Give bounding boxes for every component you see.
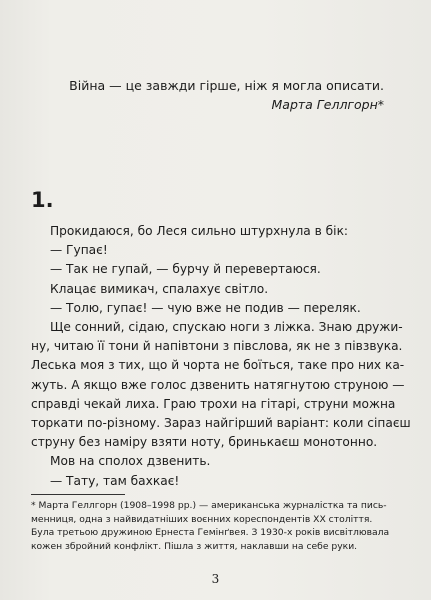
body-line: жуть. А якщо вже голос дзвенить натягнутою струною — <box>31 377 405 392</box>
chapter-body <box>31 222 411 491</box>
chapter-number: 1. <box>31 188 54 212</box>
footnote <box>31 499 401 553</box>
body-line: — Тату, там бахкає! <box>50 473 180 488</box>
page-number: 3 <box>211 572 220 586</box>
footnote-line: кожен збройний конфлікт. Пішла з життя, наклавши на себе руки. <box>31 540 358 552</box>
epigraph-author: Марта Геллгорн* <box>271 97 384 112</box>
body-line: Ще сонний, сідаю, спускаю ноги з ліжка. Знаю дружи- <box>50 320 403 335</box>
footnote-divider <box>31 494 125 495</box>
footnote-line: * Марта Геллгорн (1908–1998 рр.) — американська журналістка та пись- <box>31 500 387 511</box>
body-line: — Так не гупай, — бурчу й перевертаюся. <box>50 262 321 277</box>
epigraph-quote: Війна — це завжди гірше, ніж я могла описати. <box>69 78 384 93</box>
body-line: Прокидаюся, бо Леся сильно штурхнула в бік: <box>50 224 349 238</box>
footnote-line: Була третьою дружиною Ернеста Гемінґвея. З 1930-х років висвітлювала <box>31 527 390 539</box>
body-line: — Толю, гупає! — чую вже не подив — переляк. <box>50 300 361 315</box>
body-line: струну без наміру взяти ноту, бринькаєш монотонно. <box>31 435 378 450</box>
body-line: Мов на сполох дзвенить. <box>50 454 211 469</box>
body-line: ну, читаю її тони й напівтони з півслова, як не з півзвука. <box>31 339 403 354</box>
body-line: торкати по-різному. Зараз найгірший варіант: коли сіпаєш <box>31 416 411 431</box>
body-line: справді чекай лиха. Граю трохи на гітарі, струни можна <box>31 396 396 411</box>
footnote-line: менниця, одна з найвидатніших воєнних кореспондентів XX століття. <box>31 513 373 525</box>
body-line: — Гупає! <box>50 243 108 258</box>
epigraph <box>69 76 384 114</box>
body-line: Клацає вимикач, спалахує світло. <box>50 281 269 296</box>
body-line: Леська моя з тих, що й чорта не боїться, таке про них ка- <box>31 358 405 373</box>
